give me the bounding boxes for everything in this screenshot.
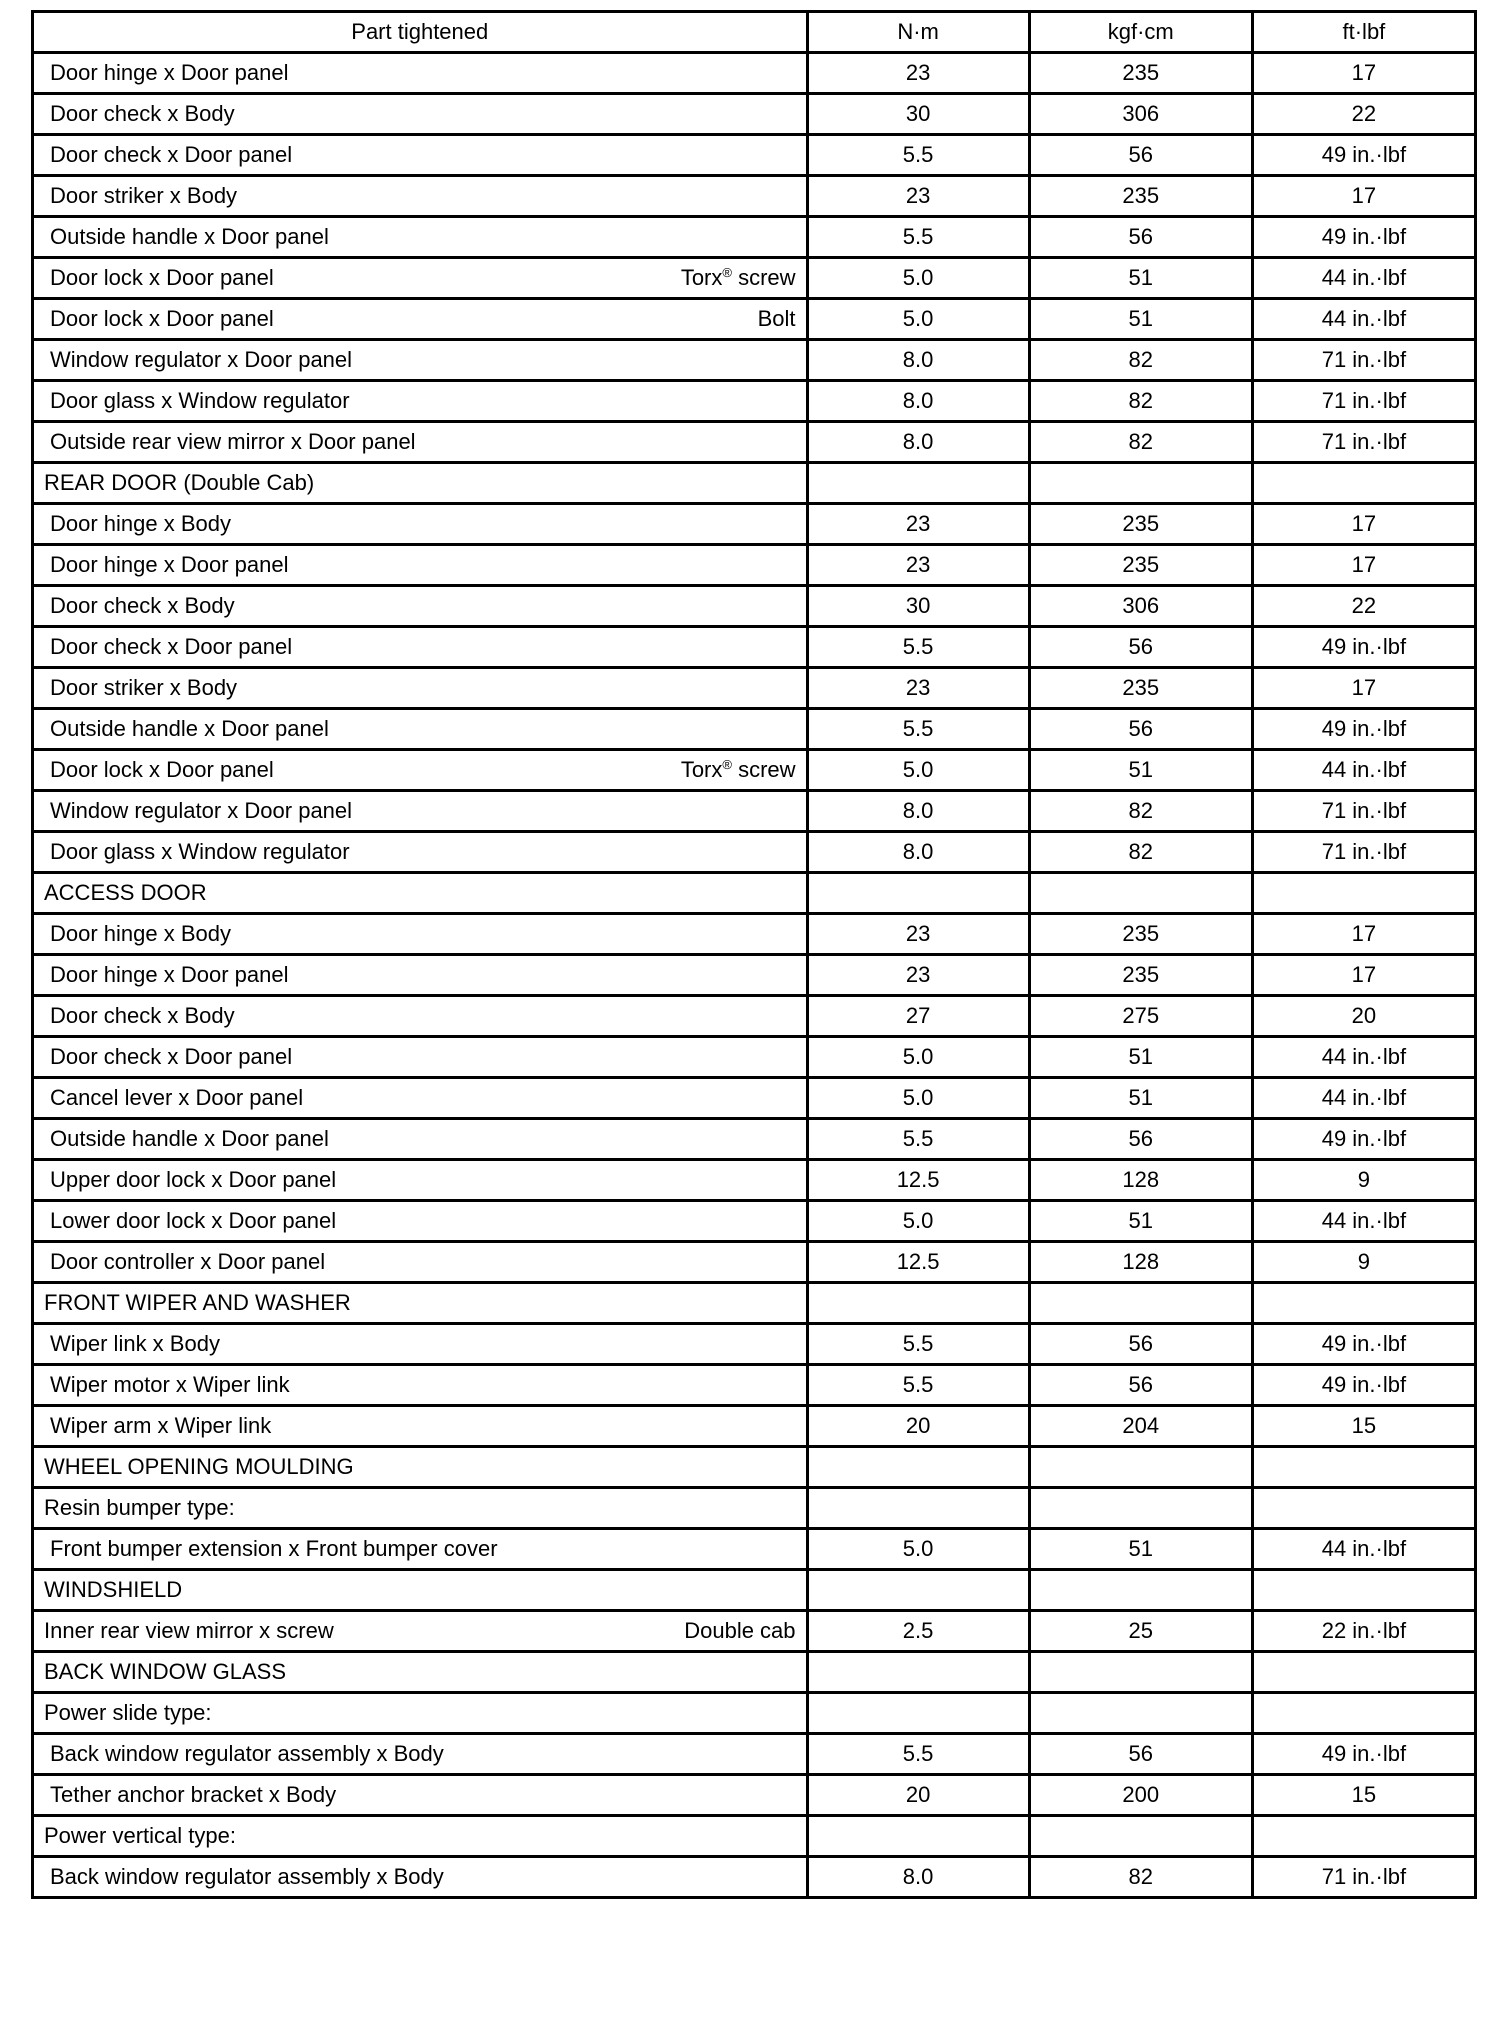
part-tightened-cell <box>33 1693 808 1734</box>
header-nm: N·m <box>807 12 1029 53</box>
part-name: Inner rear view mirror x screw <box>44 1618 334 1643</box>
torque-kgf-cm-cell: 306 <box>1029 586 1252 627</box>
part-name: Door lock x Door panel <box>50 265 274 290</box>
torque-ft-lbf-cell: 71 in.·lbf <box>1252 832 1475 873</box>
table-row <box>33 1365 1476 1406</box>
table-row <box>33 422 1476 463</box>
torque-ft-lbf-cell: 44 in.·lbf <box>1252 1201 1475 1242</box>
part-tightened-cell <box>33 1816 808 1857</box>
torque-ft-lbf-cell <box>1252 1570 1475 1611</box>
torque-kgf-cm-cell: 204 <box>1029 1406 1252 1447</box>
part-tightened-cell <box>33 1611 808 1652</box>
table-row <box>33 1324 1476 1365</box>
section-row <box>33 873 1476 914</box>
torque-kgf-cm-cell: 82 <box>1029 381 1252 422</box>
part-tightened-cell <box>33 996 808 1037</box>
torque-ft-lbf-cell: 44 in.·lbf <box>1252 1037 1475 1078</box>
part-tightened-cell <box>33 1119 808 1160</box>
torque-nm-cell <box>807 1816 1029 1857</box>
part-name: Door lock x Door panel <box>50 306 274 331</box>
torque-ft-lbf-cell: 49 in.·lbf <box>1252 627 1475 668</box>
fastener-note: Torx® screw <box>680 757 796 782</box>
part-name: Wiper arm x Wiper link <box>50 1413 272 1438</box>
torque-nm-cell: 20 <box>807 1775 1029 1816</box>
torque-nm-cell <box>807 1488 1029 1529</box>
torque-ft-lbf-cell: 17 <box>1252 53 1475 94</box>
torque-nm-cell: 8.0 <box>807 791 1029 832</box>
torque-ft-lbf-cell: 49 in.·lbf <box>1252 1734 1475 1775</box>
torque-kgf-cm-cell: 235 <box>1029 53 1252 94</box>
torque-nm-cell: 5.0 <box>807 1037 1029 1078</box>
torque-nm-cell <box>807 1283 1029 1324</box>
part-tightened-cell <box>33 1160 808 1201</box>
table-row <box>33 668 1476 709</box>
table-row <box>33 832 1476 873</box>
part-tightened-cell <box>33 1734 808 1775</box>
torque-kgf-cm-cell: 51 <box>1029 1529 1252 1570</box>
part-name: Door hinge x Door panel <box>50 552 289 577</box>
part-tightened-cell <box>33 627 808 668</box>
torque-kgf-cm-cell: 51 <box>1029 299 1252 340</box>
section-row <box>33 1447 1476 1488</box>
torque-ft-lbf-cell: 49 in.·lbf <box>1252 1119 1475 1160</box>
part-tightened-cell <box>33 1857 808 1898</box>
part-name: Door check x Door panel <box>50 1044 293 1069</box>
table-row <box>33 340 1476 381</box>
part-name: Outside handle x Door panel <box>50 224 329 249</box>
table-row <box>33 1242 1476 1283</box>
torque-kgf-cm-cell: 82 <box>1029 1857 1252 1898</box>
part-tightened-cell <box>33 340 808 381</box>
torque-ft-lbf-cell: 49 in.·lbf <box>1252 1365 1475 1406</box>
torque-ft-lbf-cell: 22 <box>1252 586 1475 627</box>
table-body <box>33 53 1476 1898</box>
torque-nm-cell <box>807 1447 1029 1488</box>
table-row <box>33 1775 1476 1816</box>
table-row <box>33 1078 1476 1119</box>
torque-nm-cell: 12.5 <box>807 1160 1029 1201</box>
torque-kgf-cm-cell: 200 <box>1029 1775 1252 1816</box>
part-tightened-cell <box>33 258 808 299</box>
torque-nm-cell: 12.5 <box>807 1242 1029 1283</box>
torque-nm-cell: 5.0 <box>807 1529 1029 1570</box>
part-tightened-cell <box>33 1037 808 1078</box>
torque-nm-cell <box>807 1693 1029 1734</box>
part-name: Door striker x Body <box>50 675 238 700</box>
part-tightened-cell <box>33 1488 808 1529</box>
part-name: Door lock x Door panel <box>50 757 274 782</box>
table-row <box>33 504 1476 545</box>
part-name: Cancel lever x Door panel <box>50 1085 304 1110</box>
torque-ft-lbf-cell: 15 <box>1252 1406 1475 1447</box>
part-name: Door check x Body <box>50 1003 235 1028</box>
section-title: FRONT WIPER AND WASHER <box>44 1290 351 1315</box>
torque-ft-lbf-cell: 15 <box>1252 1775 1475 1816</box>
torque-ft-lbf-cell: 17 <box>1252 504 1475 545</box>
part-name: Door hinge x Door panel <box>50 962 289 987</box>
part-tightened-cell <box>33 1529 808 1570</box>
torque-kgf-cm-cell: 128 <box>1029 1160 1252 1201</box>
torque-ft-lbf-cell <box>1252 1447 1475 1488</box>
torque-ft-lbf-cell: 49 in.·lbf <box>1252 217 1475 258</box>
torque-kgf-cm-cell: 56 <box>1029 1734 1252 1775</box>
torque-nm-cell: 5.5 <box>807 1734 1029 1775</box>
torque-ft-lbf-cell <box>1252 463 1475 504</box>
torque-nm-cell: 5.0 <box>807 1078 1029 1119</box>
part-name: Door check x Door panel <box>50 634 293 659</box>
table-row <box>33 299 1476 340</box>
torque-kgf-cm-cell: 56 <box>1029 1119 1252 1160</box>
torque-kgf-cm-cell <box>1029 1283 1252 1324</box>
torque-ft-lbf-cell <box>1252 1816 1475 1857</box>
torque-kgf-cm-cell: 51 <box>1029 258 1252 299</box>
section-row <box>33 463 1476 504</box>
torque-nm-cell: 8.0 <box>807 1857 1029 1898</box>
torque-nm-cell: 5.5 <box>807 1365 1029 1406</box>
torque-kgf-cm-cell: 56 <box>1029 709 1252 750</box>
part-tightened-cell <box>33 1775 808 1816</box>
torque-nm-cell: 23 <box>807 176 1029 217</box>
torque-ft-lbf-cell: 44 in.·lbf <box>1252 1529 1475 1570</box>
part-tightened-cell <box>33 955 808 996</box>
torque-kgf-cm-cell: 56 <box>1029 1365 1252 1406</box>
registered-mark: ® <box>722 265 732 280</box>
table-row <box>33 586 1476 627</box>
part-tightened-cell <box>33 1283 808 1324</box>
torque-nm-cell: 23 <box>807 955 1029 996</box>
section-row <box>33 1652 1476 1693</box>
part-name: Window regulator x Door panel <box>50 798 353 823</box>
torque-ft-lbf-cell: 17 <box>1252 955 1475 996</box>
part-tightened-cell <box>33 545 808 586</box>
table-row <box>33 1037 1476 1078</box>
table-row <box>33 53 1476 94</box>
torque-ft-lbf-cell: 71 in.·lbf <box>1252 340 1475 381</box>
torque-kgf-cm-cell: 25 <box>1029 1611 1252 1652</box>
part-tightened-cell <box>33 1242 808 1283</box>
part-name: Door hinge x Body <box>50 921 231 946</box>
table-row <box>33 627 1476 668</box>
torque-ft-lbf-cell: 22 in.·lbf <box>1252 1611 1475 1652</box>
table-row <box>33 996 1476 1037</box>
torque-spec-table <box>31 10 1477 1899</box>
part-tightened-cell <box>33 422 808 463</box>
part-tightened-cell <box>33 135 808 176</box>
torque-nm-cell: 5.5 <box>807 217 1029 258</box>
table-row <box>33 1160 1476 1201</box>
torque-kgf-cm-cell: 235 <box>1029 545 1252 586</box>
torque-kgf-cm-cell <box>1029 1570 1252 1611</box>
torque-ft-lbf-cell: 22 <box>1252 94 1475 135</box>
table-row <box>33 1119 1476 1160</box>
table-row <box>33 135 1476 176</box>
torque-kgf-cm-cell: 235 <box>1029 955 1252 996</box>
torque-kgf-cm-cell: 235 <box>1029 914 1252 955</box>
table-row <box>33 1201 1476 1242</box>
subsection-title: Power vertical type: <box>44 1823 236 1848</box>
torque-ft-lbf-cell <box>1252 1283 1475 1324</box>
subsection-title: Power slide type: <box>44 1700 212 1725</box>
part-name: Door hinge x Door panel <box>50 60 289 85</box>
part-tightened-cell <box>33 832 808 873</box>
torque-ft-lbf-cell: 9 <box>1252 1160 1475 1201</box>
section-title: WINDSHIELD <box>44 1577 183 1602</box>
torque-ft-lbf-cell: 49 in.·lbf <box>1252 1324 1475 1365</box>
torque-kgf-cm-cell <box>1029 1447 1252 1488</box>
torque-nm-cell: 5.5 <box>807 1324 1029 1365</box>
torque-nm-cell: 5.5 <box>807 135 1029 176</box>
part-tightened-cell <box>33 176 808 217</box>
part-tightened-cell <box>33 1652 808 1693</box>
torque-kgf-cm-cell: 235 <box>1029 176 1252 217</box>
part-name: Wiper link x Body <box>50 1331 220 1356</box>
table-row <box>33 1734 1476 1775</box>
part-name: Outside handle x Door panel <box>50 716 329 741</box>
part-tightened-cell <box>33 1201 808 1242</box>
table-row <box>33 709 1476 750</box>
torque-nm-cell: 30 <box>807 586 1029 627</box>
torque-nm-cell: 5.5 <box>807 709 1029 750</box>
torque-kgf-cm-cell <box>1029 1488 1252 1529</box>
torque-nm-cell: 23 <box>807 504 1029 545</box>
table-row <box>33 1529 1476 1570</box>
torque-nm-cell: 5.0 <box>807 750 1029 791</box>
torque-kgf-cm-cell: 82 <box>1029 340 1252 381</box>
torque-nm-cell: 23 <box>807 914 1029 955</box>
torque-nm-cell: 5.0 <box>807 1201 1029 1242</box>
part-name: Door glass x Window regulator <box>50 839 350 864</box>
torque-nm-cell: 8.0 <box>807 340 1029 381</box>
section-title: ACCESS DOOR <box>44 880 207 905</box>
fastener-note: Torx® screw <box>680 265 796 290</box>
fastener-note: Double cab <box>684 1618 796 1643</box>
torque-kgf-cm-cell: 82 <box>1029 422 1252 463</box>
part-name: Door striker x Body <box>50 183 238 208</box>
part-name: Back window regulator assembly x Body <box>50 1864 444 1889</box>
torque-ft-lbf-cell: 17 <box>1252 545 1475 586</box>
part-name: Tether anchor bracket x Body <box>50 1782 337 1807</box>
part-tightened-cell <box>33 463 808 504</box>
part-tightened-cell <box>33 1447 808 1488</box>
part-name: Window regulator x Door panel <box>50 347 353 372</box>
torque-kgf-cm-cell <box>1029 1652 1252 1693</box>
torque-kgf-cm-cell: 51 <box>1029 1201 1252 1242</box>
section-row <box>33 1570 1476 1611</box>
torque-nm-cell: 8.0 <box>807 422 1029 463</box>
torque-ft-lbf-cell: 71 in.·lbf <box>1252 381 1475 422</box>
torque-nm-cell <box>807 1570 1029 1611</box>
part-tightened-cell <box>33 1324 808 1365</box>
part-name: Door check x Body <box>50 593 235 618</box>
part-tightened-cell <box>33 1406 808 1447</box>
torque-kgf-cm-cell: 128 <box>1029 1242 1252 1283</box>
torque-kgf-cm-cell <box>1029 1816 1252 1857</box>
part-name: Outside rear view mirror x Door panel <box>50 429 416 454</box>
part-name: Lower door lock x Door panel <box>50 1208 337 1233</box>
torque-ft-lbf-cell: 20 <box>1252 996 1475 1037</box>
torque-ft-lbf-cell <box>1252 1652 1475 1693</box>
part-name: Back window regulator assembly x Body <box>50 1741 444 1766</box>
fastener-note: Bolt <box>757 306 796 331</box>
part-name: Outside handle x Door panel <box>50 1126 329 1151</box>
table-row <box>33 545 1476 586</box>
header-ft-lbf: ft·lbf <box>1252 12 1475 53</box>
part-name: Door controller x Door panel <box>50 1249 326 1274</box>
part-tightened-cell <box>33 709 808 750</box>
torque-nm-cell <box>807 1652 1029 1693</box>
torque-nm-cell: 27 <box>807 996 1029 1037</box>
torque-kgf-cm-cell: 51 <box>1029 1078 1252 1119</box>
torque-ft-lbf-cell: 17 <box>1252 914 1475 955</box>
torque-ft-lbf-cell: 17 <box>1252 668 1475 709</box>
table-row <box>33 1611 1476 1652</box>
torque-kgf-cm-cell: 235 <box>1029 668 1252 709</box>
torque-nm-cell: 5.0 <box>807 299 1029 340</box>
table-row <box>33 381 1476 422</box>
torque-ft-lbf-cell <box>1252 1488 1475 1529</box>
torque-ft-lbf-cell: 49 in.·lbf <box>1252 709 1475 750</box>
section-row <box>33 1283 1476 1324</box>
part-tightened-cell <box>33 668 808 709</box>
part-tightened-cell <box>33 873 808 914</box>
part-name: Door glass x Window regulator <box>50 388 350 413</box>
torque-ft-lbf-cell: 44 in.·lbf <box>1252 750 1475 791</box>
table-row <box>33 750 1476 791</box>
torque-kgf-cm-cell <box>1029 1693 1252 1734</box>
part-name: Door check x Door panel <box>50 142 293 167</box>
torque-ft-lbf-cell <box>1252 873 1475 914</box>
part-tightened-cell <box>33 94 808 135</box>
torque-ft-lbf-cell <box>1252 1693 1475 1734</box>
part-tightened-cell <box>33 299 808 340</box>
torque-ft-lbf-cell: 71 in.·lbf <box>1252 422 1475 463</box>
part-tightened-cell <box>33 504 808 545</box>
torque-nm-cell: 2.5 <box>807 1611 1029 1652</box>
torque-ft-lbf-cell: 17 <box>1252 176 1475 217</box>
torque-kgf-cm-cell: 82 <box>1029 832 1252 873</box>
header-kgf-cm: kgf·cm <box>1029 12 1252 53</box>
table-row <box>33 258 1476 299</box>
part-name: Door check x Body <box>50 101 235 126</box>
torque-ft-lbf-cell: 49 in.·lbf <box>1252 135 1475 176</box>
torque-kgf-cm-cell: 275 <box>1029 996 1252 1037</box>
torque-nm-cell <box>807 873 1029 914</box>
part-tightened-cell <box>33 1365 808 1406</box>
part-name: Wiper motor x Wiper link <box>50 1372 290 1397</box>
header-row <box>33 12 1476 53</box>
torque-nm-cell: 20 <box>807 1406 1029 1447</box>
section-title: REAR DOOR (Double Cab) <box>44 470 315 495</box>
torque-nm-cell: 8.0 <box>807 381 1029 422</box>
torque-nm-cell: 8.0 <box>807 832 1029 873</box>
torque-kgf-cm-cell: 56 <box>1029 135 1252 176</box>
table-row <box>33 176 1476 217</box>
torque-ft-lbf-cell: 44 in.·lbf <box>1252 1078 1475 1119</box>
table-row <box>33 791 1476 832</box>
table-row <box>33 955 1476 996</box>
subsection-row <box>33 1816 1476 1857</box>
torque-nm-cell <box>807 463 1029 504</box>
part-tightened-cell <box>33 217 808 258</box>
torque-kgf-cm-cell: 235 <box>1029 504 1252 545</box>
torque-kgf-cm-cell <box>1029 873 1252 914</box>
torque-kgf-cm-cell: 51 <box>1029 750 1252 791</box>
torque-ft-lbf-cell: 71 in.·lbf <box>1252 791 1475 832</box>
torque-nm-cell: 23 <box>807 545 1029 586</box>
torque-nm-cell: 23 <box>807 53 1029 94</box>
part-tightened-cell <box>33 381 808 422</box>
table-row <box>33 1857 1476 1898</box>
part-tightened-cell <box>33 586 808 627</box>
torque-ft-lbf-cell: 44 in.·lbf <box>1252 258 1475 299</box>
part-name: Door hinge x Body <box>50 511 231 536</box>
part-tightened-cell <box>33 1078 808 1119</box>
torque-ft-lbf-cell: 9 <box>1252 1242 1475 1283</box>
table-row <box>33 914 1476 955</box>
part-tightened-cell <box>33 53 808 94</box>
torque-kgf-cm-cell: 56 <box>1029 217 1252 258</box>
table-row <box>33 1406 1476 1447</box>
subsection-row <box>33 1488 1476 1529</box>
subsection-title: Resin bumper type: <box>44 1495 235 1520</box>
part-tightened-cell <box>33 914 808 955</box>
registered-mark: ® <box>722 757 732 772</box>
section-title: BACK WINDOW GLASS <box>44 1659 287 1684</box>
part-tightened-cell <box>33 1570 808 1611</box>
torque-nm-cell: 5.5 <box>807 627 1029 668</box>
torque-kgf-cm-cell: 56 <box>1029 627 1252 668</box>
table-row <box>33 217 1476 258</box>
torque-kgf-cm-cell: 51 <box>1029 1037 1252 1078</box>
torque-kgf-cm-cell: 56 <box>1029 1324 1252 1365</box>
part-tightened-cell <box>33 791 808 832</box>
part-tightened-cell <box>33 750 808 791</box>
torque-kgf-cm-cell: 306 <box>1029 94 1252 135</box>
torque-nm-cell: 30 <box>807 94 1029 135</box>
torque-nm-cell: 5.0 <box>807 258 1029 299</box>
torque-kgf-cm-cell: 82 <box>1029 791 1252 832</box>
torque-ft-lbf-cell: 71 in.·lbf <box>1252 1857 1475 1898</box>
part-name: Upper door lock x Door panel <box>50 1167 337 1192</box>
table-header <box>33 12 1476 53</box>
table-row <box>33 94 1476 135</box>
torque-ft-lbf-cell: 44 in.·lbf <box>1252 299 1475 340</box>
torque-nm-cell: 5.5 <box>807 1119 1029 1160</box>
header-part-tightened: Part tightened <box>33 12 808 53</box>
torque-nm-cell: 23 <box>807 668 1029 709</box>
subsection-row <box>33 1693 1476 1734</box>
section-title: WHEEL OPENING MOULDING <box>44 1454 354 1479</box>
torque-kgf-cm-cell <box>1029 463 1252 504</box>
part-name: Front bumper extension x Front bumper cover <box>50 1536 498 1561</box>
